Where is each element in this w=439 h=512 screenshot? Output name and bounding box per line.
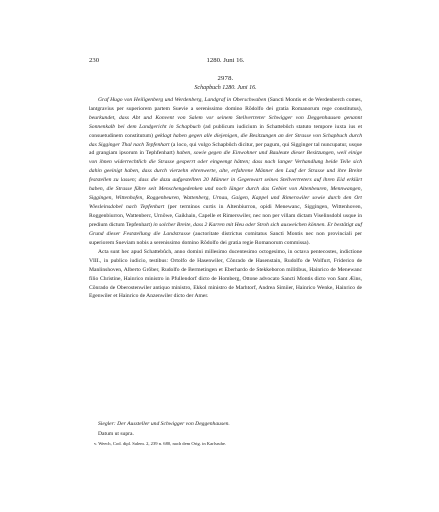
witnesses-paragraph: Acta sunt hec apud Schattebůch, anno domini millesimo ducentesimo octogesimo, in octava pentecostes, indictione VIII., in publico iudicio, testibus: Ortolfo de Hasenwiler, Cŏnrado de Hasenstain, Rudolfo de Wolfurt, Friderico de Manlinshoven, Alberto Grŏber, Rudolfo de Bermetingen et Eberhardo de Stekkeboron militibus, Hainrico de Menewanc filio Christine, Hainrico ministro in Pfullendorf dicto de Homberg, Ottone advocato Sancti Montis dicto von Sant Æins, Cŏnrado de Oberostenwiler antiquo ministro, Ekkol ministro de Marhtorf, Andrea Simiier, Hainrico Wenke, Hainrico de Egenwiler et Hainrico de Anzenwiler dicto der Amer. xyxy=(89,248,362,300)
regest-text: Graf Hugo von Heiligenberg und Werdenberg, Landgraf in Oberschwaben xyxy=(98,97,267,103)
latin-quote: (a loco, qui vulgo Schapbůch dicitur, per pagum, qui Sigginger tal nuncupatur, usque ad grangiam ipsorum in Tephfenhart) xyxy=(89,141,362,157)
source-line: Schapbuch 1280. Juni 16. xyxy=(194,85,257,91)
regest-text: geklagt haben gegen alle diejenigen, die Besitzungen an der Strasse von Schapbuch durch das Sigginger Thal nach Tepfenhart xyxy=(89,132,362,148)
regest-paragraph xyxy=(89,96,362,247)
regest-text: in solcher Breite, dass 2 Karren mit Heu oder Stroh sich ausweichen können. Er bestätigt auf Grund dieser Feststellung die Landstrasse xyxy=(89,221,363,237)
latin-quote: (Sancti Montis et de Werdenberch comes, lantgravius per superiorem partem Suevie a serenissimo domino Rŏdolfo dei gratia Romanorum rege constitutus), xyxy=(89,97,362,112)
latin-quote: (ad publicum iudicium in Schattebůch statuto tempore iuxta ius et consuetudinem constitutum) xyxy=(89,123,363,139)
document-body xyxy=(89,96,362,301)
seal-label: Siegler: xyxy=(98,421,116,427)
page-number: 230 xyxy=(89,57,100,64)
document-number: 2978. xyxy=(217,75,234,82)
latin-quote: (per terminos curtis in Altenbiurron, opidi Menewanc, Siggingen, Wittenhoven, Roggenbiurron, Wattenberc, Urnôwe, Gaikhain, Capelle et Rimerswiler, nec non per villam dictam Viselinsdobl usque in predium dictum Tepfenhart) xyxy=(89,203,362,228)
seal-line xyxy=(98,420,362,429)
latin-quote: (auctoritate districtus comitatus Sancti Montis nec non provinciali per superiorem Sueviam nobis a serenissimo domino Rŏdolfo dei gratia regie Romanorum commissa). xyxy=(89,230,362,246)
regest-text: haben, sowie gegen die Einwohner und Bauleute dieser Besitzungen, weil einige von ihnen widerrechtlich die Strasse gesperrt oder eingeengt hätten; dass nach langer Verhandlung beide Teile sich dahin geeinigt haben, dass durch vierzehn ehrenwerte, alte, erfahrene Männer den Lauf der Strasse und ihre Breite feststellen zu lassen; dass die dazu aufgestellten 20 Männer in Gegenwart seines Stellvertreters auf ihren Eid erklärt haben, die Strasse führe seit Menschengedenken und noch länger durch das Gebiet von Altenbeuren, Mennwangen, Siggingen, Wittenhofen, Roggenbeuren, Wattenberg, Urnau, Gaigen, Kappel und Rimerswiler sowie durch den Ort Wiesleinsdobel nach Tepfenhart xyxy=(89,150,362,210)
regest-text: beurkundet, dass Abt und Konvent von Salem vor seinem Stellvertreter Schwigger von Deggenhausen genannt Sonnenkalb bei dem Landgericht in Schapbuch xyxy=(89,114,362,130)
header-date: 1280. Juni 16. xyxy=(206,57,245,64)
seal-text: Der Aussteller und Schwigger von Deggenhausen. xyxy=(115,421,230,427)
page-header xyxy=(89,56,362,66)
datum-line: Datum ut supra. xyxy=(98,431,134,437)
footnote: v. Weech, Cod. dipl. Salem. 2, 239 n. 680, nach dem Orig. in Karlsruhe. xyxy=(94,441,227,446)
